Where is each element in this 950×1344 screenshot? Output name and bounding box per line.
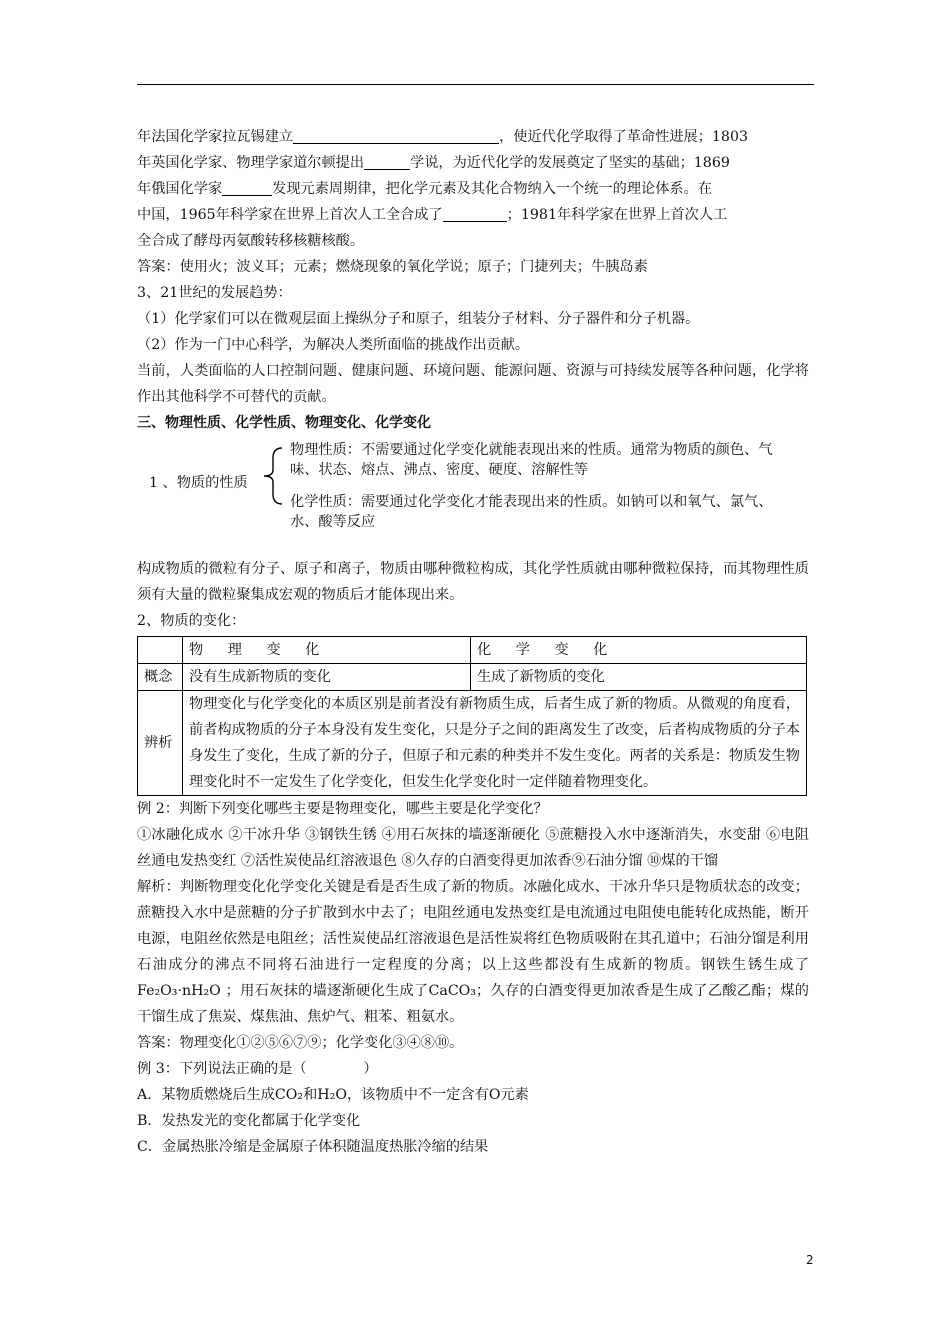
table-row [138, 664, 807, 691]
trends-title: 3、21世纪的发展趋势： [137, 285, 292, 301]
example3-question: 例 3：下列说法正确的是（ ） [137, 1061, 378, 1077]
history-line-3 [137, 176, 809, 202]
table-header-physical: 物 理 变 化 [183, 637, 471, 664]
table-row [138, 691, 807, 796]
section-heading: 三、物理性质、化学性质、物理变化、化学变化 [137, 415, 431, 431]
example2-question: 例 2：判断下列变化哪些主要是物理变化，哪些主要是化学变化？ [137, 801, 548, 817]
fill-blank[interactable] [443, 205, 507, 222]
table-cell [138, 637, 183, 664]
micro-particle-paragraph: 构成物质的微粒有分子、原子和离子，物质由哪种微粒构成，其化学性质就由哪种微粒保持，而其物理性质须有大量的微粒聚集成宏观的物质后才能体现出来。 [137, 561, 809, 603]
example3-option-b: B．发热发光的变化都属于化学变化 [137, 1113, 361, 1129]
table-header-chemical: 化 学 变 化 [471, 637, 807, 664]
property-brace-diagram [137, 440, 809, 544]
history-text: 年俄国化学家 [137, 181, 223, 197]
page-number: 2 [806, 1253, 814, 1267]
example2-analysis: 解析：判断物理变化化学变化关键是看是否生成了新的物质。冰融化成水、干冰升华只是物质状态的改变；蔗糖投入水中是蔗糖的分子扩散到水中去了；电阻丝通电发热变红是电流通过电阻使电能转化成热能，断开电源，电阻丝依然是电阻丝；活性炭使品红溶液退色是活性炭将红色物质吸附在其孔道中；石油分馏是利用石油成分的沸点不同将石油进行一定程度的分离；以上这些都没有生成新的物质。钢铁生锈生成了 Fe₂O₃·nH₂O ；用石灰抹的墙逐渐硬化生成了CaCO₃；久存的白酒变得更加浓香是生成了乙酸乙酯；煤的干馏生成了焦炭、煤焦油、焦炉气、粗苯、粗氨水。 [137, 879, 809, 1025]
fill-blank[interactable] [293, 127, 499, 144]
history-line-2 [137, 150, 809, 176]
example3-option-a: A．某物质燃烧后生成CO₂和H₂O，该物质中不一定含有O元素 [137, 1087, 529, 1103]
history-line-5: 全合成了酵母丙氨酸转移核糖核酸。 [137, 233, 365, 249]
trends-item-1: （1）化学家们可以在微观层面上操纵分子和原子，组装分子材料、分子器件和分子机器。 [137, 311, 700, 327]
row-label-concept: 概念 [138, 664, 183, 691]
history-line-4 [137, 202, 809, 228]
history-text: ，使近代化学取得了革命性进展；1803 [499, 129, 748, 145]
analysis-text: 物理变化与化学变化的本质区别是前者没有新物质生成，后者生成了新的物质。从微观的角度看，前者构成物质的分子本身没有发生变化，只是分子之间的距离发生了改变，后者构成物质的分子本身发生了变化，生成了新的分子，但原子和元素的种类并不发生变化。两者的关系是：物质发生物理变化时不一定发生了化学变化，但发生化学变化时一定伴随着物理变化。 [183, 691, 807, 796]
property-label: 1 、物质的性质 [149, 475, 248, 491]
example3-option-c: C．金属热胀冷缩是金属原子体积随温度热胀冷缩的结果 [137, 1139, 489, 1155]
change-title: 2、物质的变化： [137, 613, 246, 629]
table-row [138, 637, 807, 664]
example2-items: ①冰融化成水 ②干冰升华 ③钢铁生锈 ④用石灰抹的墙逐渐硬化 ⑤蔗糖投入水中逐渐消失，水变甜 ⑥电阻丝通电发热变红 ⑦活性炭使品红溶液退色 ⑧久存的白酒变得更加浓香⑨石油分馏 ⑩煤的干馏 [137, 827, 809, 869]
chemical-property: 化学性质：需要通过化学变化才能表现出来的性质。如钠可以和氧气、氯气、水、酸等反应 [290, 494, 773, 530]
change-comparison-table [137, 636, 807, 796]
history-answer: 答案：使用火；波义耳；元素；燃烧现象的氧化学说；原子；门捷列夫；牛胰岛素 [137, 259, 648, 275]
physical-property: 物理性质：不需要通过化学变化就能表现出来的性质。通常为物质的颜色、气味、状态、熔点、沸点、密度、硬度、溶解性等 [290, 442, 773, 478]
row-label-analysis: 辨析 [138, 691, 183, 796]
trends-item-2: （2）作为一门中心科学，为解决人类所面临的挑战作出贡献。 [137, 337, 530, 353]
history-text: ；1981年科学家在世界上首次人工 [506, 207, 728, 223]
page-content [137, 124, 809, 1160]
fill-blank[interactable] [222, 179, 272, 196]
history-text: 年法国化学家拉瓦锡建立 [137, 129, 294, 145]
history-line-1 [137, 124, 809, 150]
history-text: 年英国化学家、物理学家道尔顿提出 [137, 155, 365, 171]
example2-answer: 答案：物理变化①②⑤⑥⑦⑨；化学变化③④⑧⑩。 [137, 1035, 464, 1051]
concept-chemical: 生成了新物质的变化 [471, 664, 807, 691]
header-rule [137, 84, 814, 85]
curly-brace-icon [260, 446, 286, 506]
history-text: 学说，为近代化学的发展奠定了坚实的基础；1869 [410, 155, 730, 171]
trends-paragraph: 当前，人类面临的人口控制问题、健康问题、环境问题、能源问题、资源与可持续发展等各种问题，化学将作出其他科学不可替代的贡献。 [137, 363, 809, 405]
history-text: 发现元素周期律，把化学元素及其化合物纳入一个统一的理论体系。在 [272, 181, 712, 197]
history-text: 中国，1965年科学家在世界上首次人工全合成了 [137, 207, 443, 223]
concept-physical: 没有生成新物质的变化 [183, 664, 471, 691]
fill-blank[interactable] [364, 153, 410, 170]
